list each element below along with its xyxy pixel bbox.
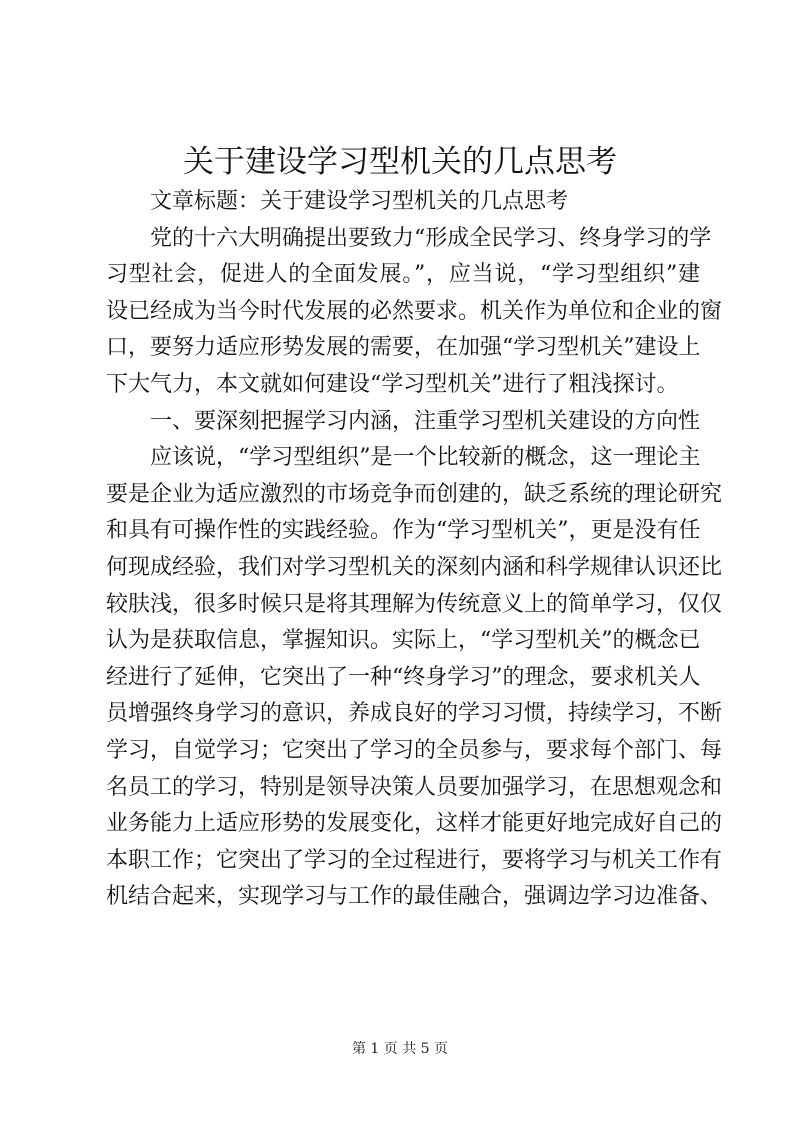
paragraph-line: 机结合起来，实现学习与工作的最佳融合，强调边学习边准备、	[106, 884, 723, 910]
paragraph-line: 口，要努力适应形势发展的需要，在加强“学习型机关”建设上	[106, 335, 701, 361]
paragraph-line: 经进行了延伸，它突出了一种“终身学习”的理念，要求机关人	[106, 664, 701, 690]
article-title-line: 文章标题：关于建设学习型机关的几点思考	[150, 189, 569, 214]
paragraph-line: 应该说，“学习型组织”是一个比较新的概念，这一理论主	[150, 445, 701, 471]
section-heading: 一、要深刻把握学习内涵，注重学习型机关建设的方向性	[150, 408, 701, 434]
paragraph-line: 名员工的学习，特别是领导决策人员要加强学习，在思想观念和	[106, 774, 723, 800]
paragraph-line: 习型社会，促进人的全面发展。”，应当说，“学习型组织”建	[106, 262, 700, 288]
paragraph-line: 何现成经验，我们对学习型机关的深刻内涵和科学规律认识还比	[106, 554, 723, 580]
paragraph-line: 下大气力，本文就如何建设“学习型机关”进行了粗浅探讨。	[106, 371, 679, 397]
paragraph-line: 党的十六大明确提出要致力“形成全民学习、终身学习的学	[150, 225, 712, 251]
paragraph-line: 认为是获取信息，掌握知识。实际上，“学习型机关”的概念已	[106, 628, 701, 654]
document-title: 关于建设学习型机关的几点思考	[183, 144, 617, 180]
paragraph-line: 员增强终身学习的意识，养成良好的学习习惯，持续学习，不断	[106, 701, 723, 727]
page-number-footer: 第 1 页 共 5 页	[351, 1041, 449, 1057]
paragraph-line: 要是企业为适应激烈的市场竞争而创建的，缺乏系统的理论研究	[106, 481, 723, 507]
paragraph-line: 和具有可操作性的实践经验。作为“学习型机关”，更是没有任	[106, 518, 701, 544]
paragraph-line: 业务能力上适应形势的发展变化，这样才能更好地完成好自己的	[106, 811, 723, 837]
paragraph-line: 学习，自觉学习；它突出了学习的全员参与，要求每个部门、每	[106, 737, 723, 763]
paragraph-line: 本职工作；它突出了学习的全过程进行，要将学习与机关工作有	[106, 847, 723, 873]
document-body	[106, 184, 723, 916]
paragraph-line: 较肤浅，很多时候只是将其理解为传统意义上的简单学习，仅仅	[106, 591, 723, 617]
paragraph-line: 设已经成为当今时代发展的必然要求。机关作为单位和企业的窗	[106, 298, 723, 324]
